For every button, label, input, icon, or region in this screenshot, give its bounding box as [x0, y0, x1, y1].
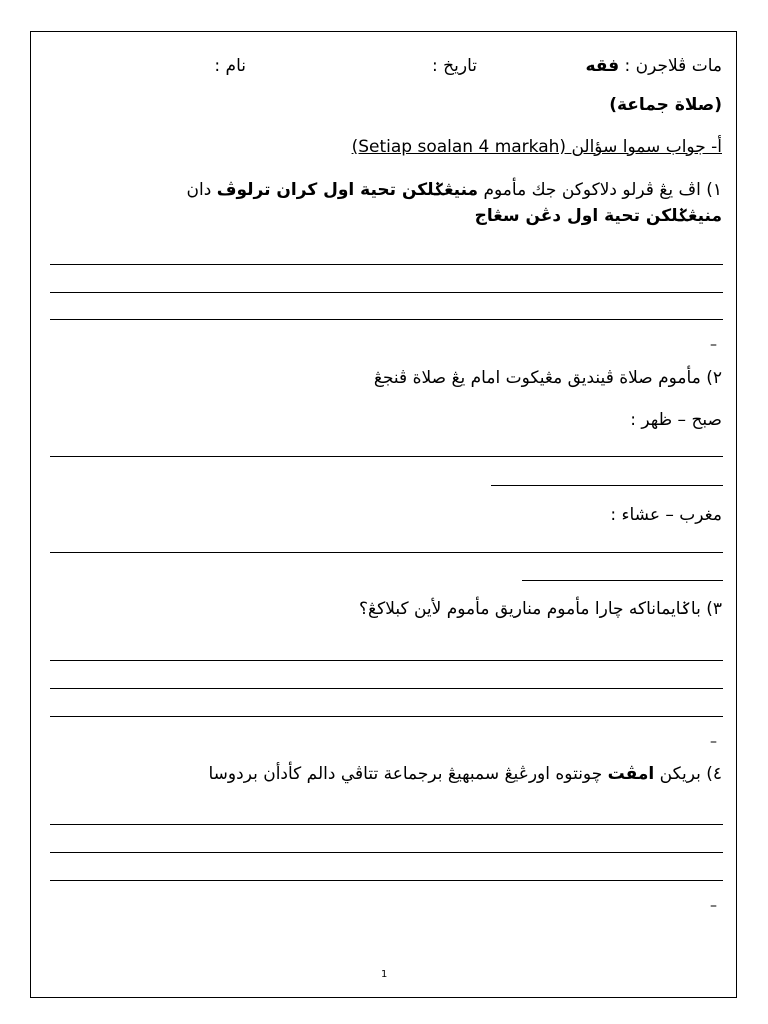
question-2-sub-2: مغرب – عشاء :	[610, 505, 722, 525]
answer-line	[50, 824, 723, 825]
subject-value: فقه	[585, 56, 620, 76]
topic-title: (صلاة جماعة)	[609, 95, 722, 115]
section-heading	[352, 136, 722, 158]
question-1-text-b1: منيڠݢلكن تحية اول كران ترلوڤ	[216, 180, 479, 200]
question-1-text-c: دان	[186, 180, 212, 200]
question-1-line-1	[187, 179, 722, 201]
answer-line	[50, 852, 723, 853]
answer-line	[50, 264, 723, 265]
answer-line	[50, 660, 723, 661]
dash-mark: –	[710, 337, 717, 353]
section-marks: (Setiap soalan 4 markah)	[351, 137, 567, 157]
question-1-line-2: منيڠݢلكن تحية اول دڠن سڠاج	[474, 206, 722, 226]
subject-line	[585, 55, 722, 77]
date-label: تاريخ :	[432, 56, 477, 76]
question-4-text-a: ٤) بريكن	[659, 764, 722, 784]
question-4-text	[209, 763, 723, 785]
answer-line	[50, 292, 723, 293]
question-3-text: ٣) باݢايماناكه چارا مأموم مناريق مأموم لأين كبلاكڠ؟	[359, 599, 722, 619]
dash-mark: –	[710, 734, 717, 750]
subject-label: مات ڤلاجرن :	[624, 56, 722, 76]
dash-mark: –	[710, 898, 717, 914]
section-label: أ- جواب سموا سؤالن	[571, 137, 722, 157]
question-2-text: ٢) مأموم صلاة ڤينديق مڠيكوت امام يڠ صلاة ڤنجڠ	[373, 368, 722, 388]
question-4-text-b: امڤت	[607, 764, 655, 784]
name-label: نام :	[214, 56, 246, 76]
answer-line	[50, 688, 723, 689]
answer-line-short	[491, 485, 723, 486]
answer-line	[50, 456, 723, 457]
question-1-text-a: اڤ يڠ ڤرلو دلاكوكن جك مأموم	[483, 180, 701, 200]
question-4-text-c: چونتوه اورڠيڠ سمبهيڠ برجماعة تتاڤي دالم كأدأن بردوسا	[208, 764, 603, 784]
question-2-sub-1: صبح – ظهر :	[630, 410, 722, 430]
answer-line	[50, 319, 723, 320]
answer-line-short	[522, 580, 723, 581]
answer-line	[50, 716, 723, 717]
answer-line	[50, 552, 723, 553]
page-number: 1	[381, 969, 388, 980]
answer-line	[50, 880, 723, 881]
question-1-number: ١)	[706, 180, 722, 200]
